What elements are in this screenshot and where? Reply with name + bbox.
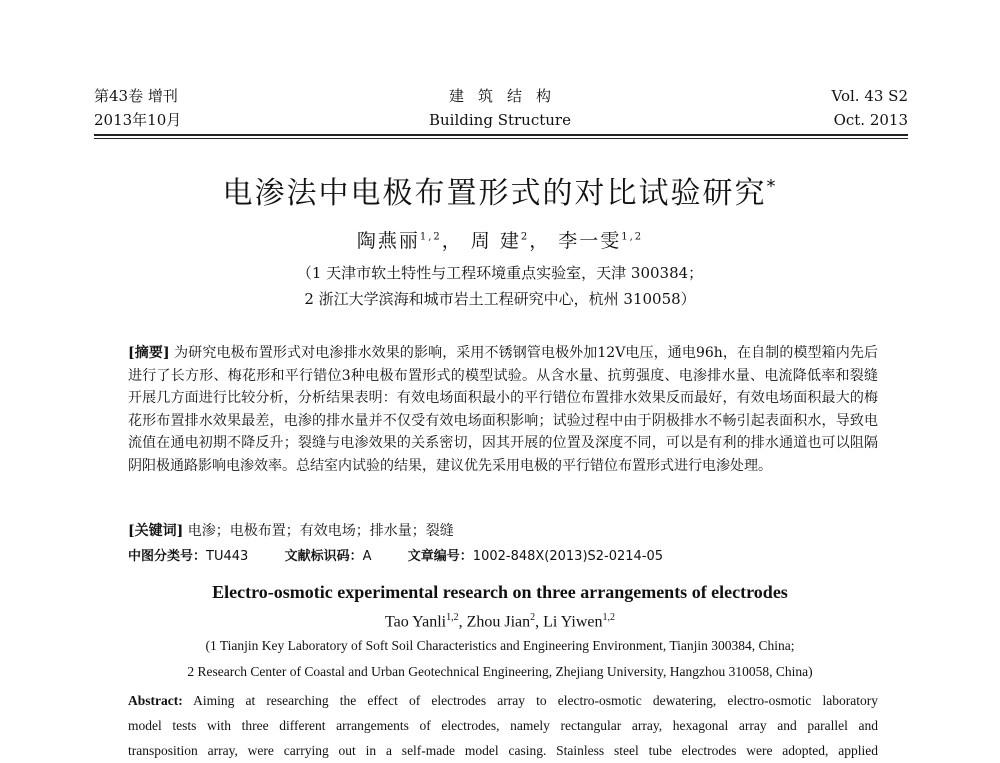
author-name: 李一雯 (558, 230, 622, 252)
classification-line (128, 545, 663, 564)
author-affil: 1,2 (621, 231, 644, 243)
date-en: Oct. 2013 (833, 111, 908, 129)
volume-en: Vol. 43 S2 (831, 87, 908, 105)
author-name-en: Tao Yanli (384, 613, 447, 631)
affiliation-en-2: 2 Research Center of Coastal and Urban Geotechnical Engineering, Zhejiang University, Hangzhou 310058, China) (187, 664, 813, 679)
title-footnote-mark: * (766, 176, 778, 197)
clc-label: 中图分类号： (128, 549, 207, 564)
abstract-en-text: Aiming at researching the effect of electrodes array to electro-osmotic dewatering, electro-osmotic laboratory (193, 693, 878, 708)
author-name: 陶燕丽 (356, 230, 420, 252)
date-cn: 2013年10月 (94, 111, 182, 129)
affiliation-cn-1: （1 天津市软土特性与工程环境重点实验室，天津 300384； (296, 264, 704, 282)
author-affil-en: 1,2 (602, 612, 616, 623)
journal-name-cn: 建筑结构 (448, 87, 565, 105)
abstract-en-line (128, 688, 878, 713)
title-text: 电渗法中电极布置形式的对比试验研究 (222, 176, 767, 211)
author-affil-en: 1,2 (446, 612, 459, 623)
abstract-en (128, 688, 878, 763)
clc-value: TU443 (206, 549, 249, 564)
authors-en: Tao Yanli$^{1,2}$, Zhou Jian$^2$, Li Yiwen$^{1,2}$ (384, 612, 616, 631)
volume-cn: 第43卷 增刊 (94, 87, 178, 105)
abstract-cn-text: 为研究电极布置形式对电渗排水效果的影响，采用不锈钢管电极外加12V电压，通电96h，在自制的模型箱内先后进行了长方形、梅花形和平行错位3种电极布置形式的模型试验。从含水量、抗剪强度、电渗排水量、电流降低率和裂缝开展几方面进行比较分析，分析结果表明：有效电场面积最小的平行错位布置排水效果反而最好，有效电场面积最大的梅花形布置排水效果最差，电渗的排水量并不仅受有效电场面积影响；试验过程中由于阴极排水不畅引起表面积水，导致电流值在通电初期不降反升；裂缝与电渗效果的关系密切，因其开展的位置及深度不同，可以是有利的排水通道也可以阻隔阴阳极通路影响电渗效率。总结室内试验的结果，建议优先采用电极的平行错位布置形式进行电渗处理。 (128, 345, 878, 474)
doc-code-label: 文献标识码： (284, 549, 363, 564)
abstract-cn-label: [摘要] (128, 345, 170, 361)
paper-title-en: Electro-osmotic experimental research on three arrangements of electrodes (212, 582, 788, 602)
author-name: 周 建 (470, 230, 521, 252)
header-divider (94, 134, 908, 139)
doc-code-value: A (362, 549, 372, 564)
article-no-label: 文章编号： (407, 549, 473, 564)
affiliation-cn-2: 2 浙江大学滨海和城市岩土工程研究中心，杭州 310058） (304, 290, 696, 308)
author-name-en: Zhou Jian (466, 613, 531, 631)
keywords-cn (128, 520, 454, 540)
abstract-cn (128, 342, 878, 478)
article-no-value: 1002-848X(2013)S2-0214-05 (472, 549, 664, 564)
author-affil: 2 (520, 231, 530, 243)
journal-issue-en (832, 84, 909, 132)
affiliation-en-1: (1 Tianjin Key Laboratory of Soft Soil Characteristics and Engineering Environment, Tianjin 300384, China; (205, 638, 795, 653)
abstract-en-label: Abstract: (128, 693, 183, 708)
abstract-en-line: model tests with three different arrangements of electrodes, namely rectangular array, hexagonal array and parallel and (128, 718, 878, 733)
keywords-label: [关键词] (128, 523, 184, 539)
keywords-text: 电渗；电极布置；有效电场；排水量；裂缝 (187, 523, 454, 539)
journal-name-en: Building Structure (429, 111, 571, 129)
author-affil: 1,2 (419, 231, 442, 243)
abstract-en-line: transposition array, were carrying out in a self-made model casing. Stainless steel tube electrodes were adopted, applied (128, 743, 878, 758)
paper-title-cn (0, 168, 1000, 212)
author-affil-en: 2 (530, 612, 536, 623)
authors-cn: 陶燕丽$^{1,2}$， 周 建$^2$， 李一雯$^{1,2}$ (356, 230, 644, 252)
author-name-en: Li Yiwen (543, 613, 603, 631)
